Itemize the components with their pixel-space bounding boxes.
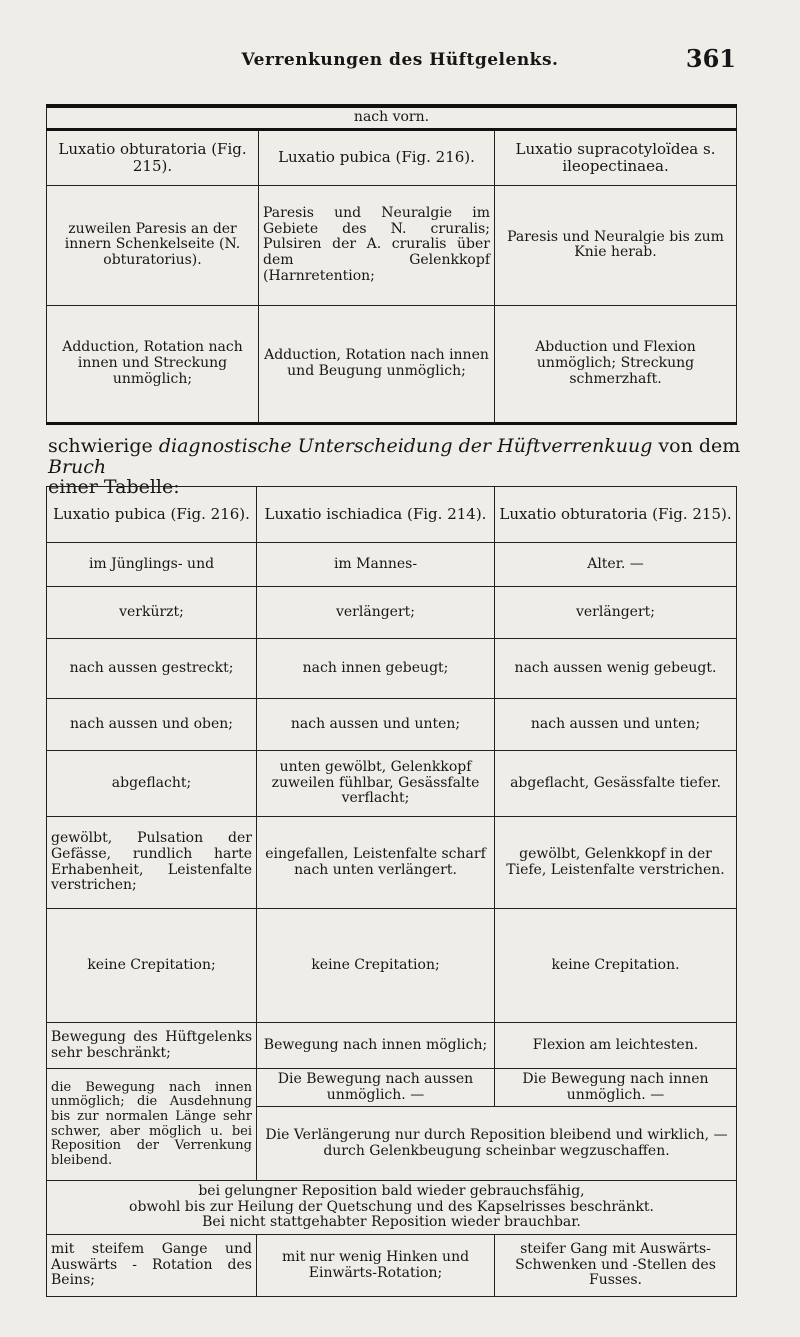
table-cell: keine Crepitation. xyxy=(495,909,737,1023)
column-header: Luxatio obturatoria (Fig. 215). xyxy=(495,487,737,543)
intro-text-middle: von dem xyxy=(652,435,741,457)
table-cell: Abduction und Flexion unmöglich; Streckung schmerzhaft. xyxy=(495,305,737,423)
table-cell: nach aussen und oben; xyxy=(47,699,257,751)
table-cell: Die Bewegung nach innen unmöglich. — xyxy=(495,1069,737,1107)
reposition-line: obwohl bis zur Heilung der Quetschung und des Kapselrisses beschränkt. xyxy=(129,1198,654,1215)
table-cell: nach aussen und unten; xyxy=(257,699,495,751)
column-header: Luxatio obturatoria (Fig. 215). xyxy=(47,129,259,185)
page-number: 361 xyxy=(685,44,736,73)
table-cell: Flexion am leichtesten. xyxy=(495,1023,737,1069)
table-cell: gewölbt, Gelenkkopf in der Tiefe, Leistenfalte verstrichen. xyxy=(495,817,737,909)
column-header: Luxatio pubica (Fig. 216). xyxy=(259,129,495,185)
table-cell: Paresis und Neuralgie bis zum Knie herab. xyxy=(495,185,737,305)
table-cell: nach innen gebeugt; xyxy=(257,639,495,699)
intro-text-prefix: schwierige xyxy=(48,435,159,457)
table-cell: mit steifem Gange und Auswärts - Rotation des Beins; xyxy=(47,1235,257,1297)
intro-text-italic-2: Bruch xyxy=(48,455,107,478)
column-header: Luxatio pubica (Fig. 216). xyxy=(47,487,257,543)
table-cell: abgeflacht, Gesässfalte tiefer. xyxy=(495,751,737,817)
table-cell: die Bewegung nach innen unmöglich; die Ausdehnung bis zur normalen Länge sehr schwer, aber möglich u. bei Reposition der Verrenkung bleibend. xyxy=(47,1069,257,1181)
running-head xyxy=(0,44,800,76)
column-header: Luxatio ischiadica (Fig. 214). xyxy=(257,487,495,543)
table-cell: Paresis und Neuralgie im Gebiete des N. cruralis; Pulsiren der A. cruralis über dem Gelenkkopf (Harnretention; xyxy=(259,185,495,305)
table-cell: Alter. — xyxy=(495,543,737,587)
table-cell: nach aussen gestreckt; xyxy=(47,639,257,699)
table-cell: Adduction, Rotation nach innen und Streckung unmöglich; xyxy=(47,305,259,423)
intro-text-italic: diagnostische Unterscheidung der Hüftverrenkuug xyxy=(158,435,653,457)
table-cell: im Jünglings- und xyxy=(47,543,257,587)
reposition-line: bei gelungner Reposition bald wieder gebrauchsfähig, xyxy=(198,1182,585,1199)
column-header: Luxatio supracotyloïdea s. ileopectinaea. xyxy=(495,129,737,185)
table-cell: nach aussen und unten; xyxy=(495,699,737,751)
table-cell: im Mannes- xyxy=(257,543,495,587)
table-cell: verlängert; xyxy=(257,587,495,639)
table-cell: Bewegung des Hüftgelenks sehr beschränkt; xyxy=(47,1023,257,1069)
table-diagnosis xyxy=(46,486,737,1297)
table-cell: verlängert; xyxy=(495,587,737,639)
table-cell-span: Die Verlängerung nur durch Reposition bleibend und wirklich, — durch Gelenkbeugung scheinbar wegzuschaffen. xyxy=(257,1107,737,1181)
table-cell: nach aussen wenig gebeugt. xyxy=(495,639,737,699)
table-cell: Bewegung nach innen möglich; xyxy=(257,1023,495,1069)
table-anterior-luxations xyxy=(46,104,737,425)
intro-text-line2: einer Tabelle: xyxy=(48,476,180,499)
table-cell: verkürzt; xyxy=(47,587,257,639)
table-cell: eingefallen, Leistenfalte scharf nach unten verlängert. xyxy=(257,817,495,909)
table-cell: steifer Gang mit Auswärts-Schwenken und -Stellen des Fusses. xyxy=(495,1235,737,1297)
table-cell: mit nur wenig Hinken und Einwärts-Rotation; xyxy=(257,1235,495,1297)
table-cell: zuweilen Paresis an der innern Schenkelseite (N. obturatorius). xyxy=(47,185,259,305)
reposition-cell xyxy=(47,1181,737,1235)
reposition-line: Bei nicht stattgehabter Reposition wieder brauchbar. xyxy=(202,1214,581,1231)
table-caption: nach vorn. xyxy=(47,106,737,129)
running-title: Verrenkungen des Hüftgelenks. xyxy=(241,50,559,70)
table-cell: Adduction, Rotation nach innen und Beugung unmöglich; xyxy=(259,305,495,423)
table-cell: keine Crepitation; xyxy=(257,909,495,1023)
table-cell: Die Bewegung nach aussen unmöglich. — xyxy=(257,1069,495,1107)
table-cell: unten gewölbt, Gelenkkopf zuweilen fühlbar, Gesässfalte verflacht; xyxy=(257,751,495,817)
table-cell: gewölbt, Pulsation der Gefässe, rundlich harte Erhabenheit, Leistenfalte verstrichen; xyxy=(47,817,257,909)
table-cell: abgeflacht; xyxy=(47,751,257,817)
table-cell: keine Crepitation; xyxy=(47,909,257,1023)
